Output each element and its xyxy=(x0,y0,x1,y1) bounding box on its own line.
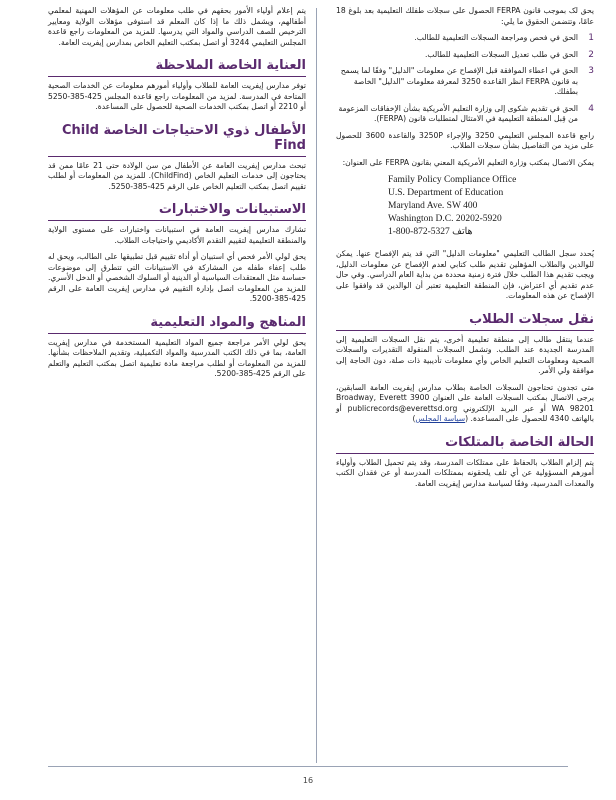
footer-divider xyxy=(48,766,568,767)
rights-list xyxy=(336,33,594,125)
curriculum-paragraph: ﻳﺤﻖ ﻟﻮﻟﻲ ﺍﻷﻣﺮ ﻣﺮﺍﺟﻌﺔ ﺟﻤﻴﻊ ﺍﻟﻤﻮﺍﺩ ﺍﻟﺘﻌﻠﻴﻤﻴﺔ ﺍﻟﻤﺴﺘﺨﺪﻣﺔ ﻓﻲ ﻣﺪﺍﺭﺱ ﺇﻳﻔﺮﻳﺖ ﺍﻟﻌﺎﻣﺔ، ﺑﻤﺎ ﻓﻲ ﺫﻟﻚ ﺍﻟﻜﺘﺐ ﺍﻟﻤﺪﺭﺳﻴﺔ ﻭﺍﻟﻤﻮﺍﺩ ﺍﻟﺘﻜﻤﻴﻠﻴﺔ، ﻭﺗﻘﺪﻳﻢ ﺍﻟﻤﻼﺣﻈﺎﺕ ﺑﺸﺄﻧﻬﺎ. ﻟﻠﻤﺰﻳﺪ ﻣﻦ ﺍﻟﻤﻌﻠﻮﻣﺎﺕ ﺃﻭ ﻟﻄﻠﺐ ﻣﺮﺍﺟﻌﺔ ﻣﺎﺩﺓ ﺗﻌﻠﻴﻤﻴﺔ ﺍﺗﺼﻞ ﺑﻤﻜﺘﺐ ﺍﻟﺘﻌﻠﻴﻢ ﻭﺍﻟﺘﻌﻠﻢ ﻋﻠﻰ ﺍﻟﺮﻗﻢ 425-385-5200. xyxy=(48,337,306,378)
address-line: U.S. Department of Education xyxy=(388,188,504,198)
list-item: 4 ﺍﻟﺤﻖ ﻓﻲ ﺗﻘﺪﻳﻢ ﺷﻜﻮﻯ ﺇﻟﻰ ﻭﺯﺍﺭﺓ ﺍﻟﺘﻌﻠﻴﻢ ﺍﻷﻣﺮﻳﻜﻴﺔ ﺑﺸﺄﻥ ﺍﻹﺧﻔﺎﻗﺎﺕ ﺍﻟﻤﺰﻋﻮﻣﺔ ﻣﻦ ﻗِﺒﻞ ﺍﻟﻤﻨﻄﻘﺔ ﺍﻟﺘﻌﻠﻴﻤﻴﺔ ﻓﻲ ﺍﻻﻣﺘﺜﺎﻝ ﻟﻤﺘﻄﻠﺒﺎﺕ ﻗﺎﻧﻮﻥ (FERPA). xyxy=(338,103,594,123)
list-item: 2 ﺍﻟﺤﻖ ﻓﻲ ﻃﻠﺐ ﺗﻌﺪﻳﻞ ﺍﻟﺴﺠﻼﺕ ﺍﻟﺘﻌﻠﻴﻤﻴﺔ ﻟﻠﻄﺎﻟﺐ. xyxy=(424,49,594,60)
transfer-paragraph-2: ﻣﺘﻰ ﺗﺠﺪﻭﻥ ﺗﺤﺘﺎﺟﻮﻥ ﺍﻟﺴﺠﻼﺕ ﺍﻟﺨﺎﺻﺔ ﺑﻄﻼﺏ ﻣﺪﺍﺭﺱ ﺇﻳﻔﺮﻳﺖ ﺍﻟﻌﺎﻣﺔ ﺍﻟﺴﺎﺑﻘﻴﻦ، ﻳﺮﺟﻰ ﺍﻻﺗﺼﺎﻝ ﺑﻤﻜﺘﺐ ﺍﻟﺴﺠﻼﺕ ﺍﻟﻌﺎﻣﺔ ﻋﻠﻰ ﺍﻟﻌﻨﻮﺍﻥ Broadway, Everett 3900 WA 98201 ﺃﻭ ﻋﺒﺮ ﺍﻟﺒﺮﻳﺪ ﺍﻹﻟﻜﺘﺮﻭﻧﻲ publicrecords@everettsd.org ﺃﻭ ﺑﺎﻟﻬﺎﺗﻒ 4340 ﻟﻠﺤﺼﻮﻝ ﻋﻠﻰ ﺍﻟﻤﺴﺎﻋﺪﺓ. (ﺳﻴﺎﺳﺔ ﺍﻟﻤﺠﻠﺲ) xyxy=(336,382,594,423)
page-number: 16 xyxy=(302,776,314,785)
section-heading-health: ﺍﻟﻌﻨﺎﻳﺔ ﺍﻟﺨﺎﺻﺔ ﺍﻟﻤﻼﺣﻈﺔ xyxy=(48,58,306,77)
records-policy-paragraph: ﺭﺍﺟﻊ ﻗﺎﻋﺪﺓ ﺍﻟﻤﺠﻠﺲ ﺍﻟﺘﻌﻠﻴﻤﻲ 3250 ﻭﺍﻹﺟﺮﺍﺀ 3250P ﻭﺍﻟﻘﺎﻋﺪﺓ 3600 ﻟﻠﺤﺼﻮﻝ ﻋﻠﻰ ﻣﺰﻳﺪ ﻣﻦ ﺍﻟﺘﻔﺎﺻﻴﻞ ﺑﺸﺄﻥ ﺳﺠﻼﺕ ﺍﻟﻄﻼﺏ. xyxy=(336,130,595,150)
section-heading-curriculum: ﺍﻟﻤﻨﺎﻫﺞ ﻭﺍﻟﻤﻮﺍﺩ ﺍﻟﺘﻌﻠﻴﻤﻴﺔ xyxy=(48,315,306,334)
column-divider xyxy=(316,8,317,763)
address-line: Washington D.C. 20202-5920 xyxy=(388,214,502,224)
section-heading-property: ﺍﻟﺤﺎﻟﺔ ﺍﻟﺨﺎﺻﺔ ﺑﺎﻟﻤﺘﻠﻜﺎﺕ xyxy=(336,435,594,454)
list-item: 1 ﺍﻟﺤﻖ ﻓﻲ ﻓﺤﺺ ﻭﻣﺮﺍﺟﻌﺔ ﺍﻟﺴﺠﻼﺕ ﺍﻟﺘﻌﻠﻴﻤﻴﺔ ﻟﻠﻄﺎﻟﺐ. xyxy=(414,33,594,43)
section-heading-surveys: ﺍﻻﺳﺘﺒﻴﺎﻧﺎﺕ ﻭﺍﻻﺧﺘﺒﺎﺭﺍﺕ xyxy=(48,202,306,221)
surveys-paragraph-2: ﻳﺤﻖ ﻟﻮﻟﻲ ﺍﻷﻣﺮ ﻓﺤﺺ ﺃﻱ ﺍﺳﺘﺒﻴﺎﻥ ﺃﻭ ﺃﺩﺍﺓ ﺗﻘﻴﻴﻢ ﻗﺒﻞ ﺗﻄﺒﻴﻘﻬﺎ ﻋﻠﻰ ﺍﻟﻄﺎﻟﺐ، ﻭﻳﺤﻖ ﻟﻪ ﻃﻠﺐ ﺇﻋﻔﺎﺀ ﻃﻔﻠﻪ ﻣﻦ ﺍﻟﻤﺸﺎﺭﻛﺔ ﻓﻲ ﺍﻻﺳﺘﺒﻴﺎﻧﺎﺕ ﺍﻟﺘﻲ ﺗﺘﻄﺮﻕ ﺇﻟﻰ ﻣﻮﺿﻮﻋﺎﺕ ﺣﺴﺎﺳﺔ ﻣﺜﻞ ﺍﻟﻤﻌﺘﻘﺪﺍﺕ ﺍﻟﺴﻴﺎﺳﻴﺔ ﺃﻭ ﺍﻟﺪﻳﻨﻴﺔ ﺃﻭ ﺍﻟﺴﻠﻮﻙ ﺍﻟﺸﺨﺼﻲ ﺃﻭ ﺍﻟﺪﺧﻞ ﺍﻷﺳﺮﻱ. ﻟﻠﻤﺰﻳﺪ ﻣﻦ ﺍﻟﻤﻌﻠﻮﻣﺎﺕ ﺍﺗﺼﻞ ﺑﺈﺩﺍﺭﺓ ﺍﻟﺘﻘﻴﻴﻢ ﻓﻲ ﻣﺪﺍﺭﺱ ﺇﻳﻔﺮﻳﺖ ﺍﻟﻌﺎﻣﺔ ﻋﻠﻰ ﺍﻟﺮﻗﻢ 425-385-5200. xyxy=(48,252,306,303)
address-line: 1-800-872-5327 ﻫﺎﺗﻒ xyxy=(388,227,473,237)
mailing-address xyxy=(388,174,594,239)
teacher-qualifications-paragraph: ﻳﺘﻢ ﺇﻋﻼﻡ ﺃﻭﻟﻴﺎﺀ ﺍﻷﻣﻮﺭ ﺑﺤﻘﻬﻢ ﻓﻲ ﻃﻠﺐ ﻣﻌﻠﻮﻣﺎﺕ ﻋﻦ ﺍﻟﻤﺆﻫﻼﺕ ﺍﻟﻤﻬﻨﻴﺔ ﻟﻤﻌﻠﻤﻲ ﺃﻃﻔﺎﻟﻬﻢ، ﻭﻳﺸﻤﻞ ﺫﻟﻚ ﻣﺎ ﺇﺫﺍ ﻛﺎﻥ ﺍﻟﻤﻌﻠﻢ ﻗﺪ ﺍﺳﺘﻮﻓﻰ ﻣﺆﻫﻼﺕ ﺍﻟﻮﻻﻳﺔ ﻭﻣﻌﺎﻳﻴﺮ ﺍﻟﺘﺮﺧﻴﺺ ﻟﻠﺼﻒ ﺍﻟﺪﺭﺍﺳﻲ ﻭﺍﻟﻤﻮﺍﺩ ﺍﻟﺘﻲ ﻳﺪﺭﺳﻬﺎ. ﻟﻠﻤﺰﻳﺪ ﻣﻦ ﺍﻟﻤﻌﻠﻮﻣﺎﺕ ﺭﺍﺟﻊ ﻗﺎﻋﺪﺓ ﺍﻟﻤﺠﻠﺲ ﺍﻟﺘﻌﻠﻴﻤﻲ 3244 ﺃﻭ ﺍﺗﺼﻞ ﺑﻤﻜﺘﺐ ﺍﻟﺘﻌﻠﻴﻢ ﺍﻟﺨﺎﺹ ﺑﻤﺪﺍﺭﺱ ﺇﻳﻔﺮﻳﺖ ﺍﻟﻌﺎﻣﺔ. xyxy=(48,6,306,47)
address-line: Family Policy Compliance Office xyxy=(388,175,517,185)
transfer-paragraph-1: ﻋﻨﺪﻣﺎ ﻳﻨﺘﻘﻞ ﻃﺎﻟﺐ ﺇﻟﻰ ﻣﻨﻄﻘﺔ ﺗﻌﻠﻴﻤﻴﺔ ﺃﺧﺮﻯ، ﻳﺘﻢ ﻧﻘﻞ ﺍﻟﺴﺠﻼﺕ ﺍﻟﺘﻌﻠﻴﻤﻴﺔ ﺇﻟﻰ ﺍﻟﻤﺪﺭﺳﺔ ﺍﻟﺠﺪﻳﺪﺓ ﻋﻨﺪ ﺍﻟﻄﻠﺐ. ﻭﺗﺸﻤﻞ ﺍﻟﺴﺠﻼﺕ ﺍﻟﻤﻨﻘﻮﻟﺔ ﺍﻟﺘﻘﺪﻳﺮﺍﺕ ﻭﺍﻟﺴﺠﻼﺕ ﺍﻟﺼﺤﻴﺔ ﻭﻣﻌﻠﻮﻣﺎﺕ ﺍﻟﺘﻌﻠﻴﻢ ﺍﻟﺨﺎﺹ ﻭﺃﻱ ﻣﻌﻠﻮﻣﺎﺕ ﺗﺄﺩﻳﺒﻴﺔ ﺫﺍﺕ ﺻﻠﺔ، ﺩﻭﻥ ﺍﻟﺤﺎﺟﺔ ﺇﻟﻰ ﻣﻮﺍﻓﻘﺔ ﻭﻟﻲ ﺍﻷﻣﺮ. xyxy=(336,334,594,375)
section-heading-transfer: ﻧﻘﻞ ﺳﺠﻼﺕ ﺍﻟﻄﻼﺏ xyxy=(336,312,594,331)
list-item: 3 ﺍﻟﺤﻖ ﻓﻲ ﺍﻋﻄﺎﺀ ﺍﻟﻤﻮﺍﻓﻘﺔ ﻗﺒﻞ ﺍﻹﻓﺼﺎﺡ ﻋﻦ ﻣﻌﻠﻮﻣﺎﺕ "ﺍﻟﺪﻟﻴﻞ" ﻭﻓﻘًﺎ ﻟﻤﺎ ﻳﺴﻤﺢ ﺑﻪ ﻗﺎﻧﻮﻥ FERPA ﺍﻧﻈﺮ ﺍﻟﻘﺎﻋﺪﺓ 3250 ﻟﻤﻌﺮﻓﺔ ﻣﻌﻠﻮﻣﺎﺕ "ﺍﻟﺪﻟﻴﻞ" ﺍﻟﺨﺎﺻﺔ ﺑﻄﻔﻠﻚ. xyxy=(340,66,594,96)
board-policy-link[interactable]: ﺳﻴﺎﺳﺔ ﺍﻟﻤﺠﻠﺲ xyxy=(415,414,466,423)
address-line: Maryland Ave. SW 400 xyxy=(388,201,478,211)
health-paragraph: ﺗﻮﻓﺮ ﻣﺪﺍﺭﺱ ﺇﻳﻔﺮﻳﺖ ﺍﻟﻌﺎﻣﺔ ﻟﻠﻄﻼﺏ ﻭﺃﻭﻟﻴﺎﺀ ﺃﻣﻮﺭﻫﻢ ﻣﻌﻠﻮﻣﺎﺕ ﻋﻦ ﺍﻟﺨﺪﻣﺎﺕ ﺍﻟﺼﺤﻴﺔ ﺍﻟﻤﺘﺎﺣﺔ ﻓﻲ ﺍﻟﻤﺪﺭﺳﺔ. ﻟﻤﺰﻳﺪ ﻣﻦ ﺍﻟﻤﻌﻠﻮﻣﺎﺕ ﺭﺍﺟﻊ ﻗﺎﻋﺪﺓ ﺍﻟﻤﺠﻠﺲ 425-385-5250 ﺃﻭ 2210 ﺃﻭ ﺍﺗﺼﻞ ﺑﻤﻜﺘﺐ ﺍﻟﺨﺪﻣﺎﺕ ﺍﻟﺼﺤﻴﺔ ﻟﻠﺤﺼﻮﻝ ﻋﻠﻰ ﺍﻟﻤﺴﺎﻋﺪﺓ. xyxy=(48,81,306,111)
right-column xyxy=(336,6,594,495)
directory-info-paragraph: ﻳُﺤﺪﺩ ﺳﺠﻞ ﺍﻟﻄﺎﻟﺐ ﺍﻟﺘﻌﻠﻴﻤﻲ "ﻣﻌﻠﻮﻣﺎﺕ ﺍﻟﺪﻟﻴﻞ" ﺍﻟﺘﻲ ﻗﺪ ﻳﺘﻢ ﺍﻹﻓﺼﺎﺡ ﻋﻨﻬﺎ. ﻳﻤﻜﻦ ﻟﻠﻮﺍﻟﺪﻳﻦ ﻭﺍﻟﻄﻼﺏ ﺍﻟﻤﺆﻫﻠﻴﻦ ﺗﻘﺪﻳﻢ ﻃﻠﺐ ﻛﺘﺎﺑﻲ ﻟﻌﺪﻡ ﺍﻹﻓﺼﺎﺡ ﻋﻦ ﻣﻌﻠﻮﻣﺎﺕ ﺍﻟﺪﻟﻴﻞ، ﻭﻳﺠﺐ ﺗﻘﺪﻳﻢ ﻫﺬﺍ ﺍﻟﻄﻠﺐ ﺧﻼﻝ ﻓﺘﺮﺓ ﺯﻣﻨﻴﺔ ﻣﺤﺪﺩﺓ ﻣﻦ ﺑﺪﺍﻳﺔ ﺍﻟﻌﺎﻡ ﺍﻟﺪﺭﺍﺳﻲ. ﻭﻓﻲ ﺣﺎﻝ ﻋﺪﻡ ﺗﻘﺪﻳﻢ ﺃﻱ ﺍﻋﺘﺮﺍﺽ، ﻓﺈﻥ ﺍﻟﻤﻨﻄﻘﺔ ﺍﻟﺘﻌﻠﻴﻤﻴﺔ ﺗﻌﺘﺒﺮ ﺃﻥ ﺍﻟﻮﺍﻟﺪﻳﻦ ﻗﺪ ﻭﺍﻓﻘﻮﺍ ﻋﻠﻰ ﺍﻹﻓﺼﺎﺡ ﻋﻦ ﻫﺬﻩ ﺍﻟﻤﻌﻠﻮﻣﺎﺕ. xyxy=(336,249,594,300)
child-find-paragraph: ﺗﺒﺤﺚ ﻣﺪﺍﺭﺱ ﺇﻳﻔﺮﻳﺖ ﺍﻟﻌﺎﻣﺔ ﻋﻦ ﺍﻷﻃﻔﺎﻝ ﻣﻦ ﺳﻦ ﺍﻟﻮﻻﺩﺓ ﺣﺘﻰ 21 ﻋﺎﻣًﺎ ﻣﻤﻦ ﻗﺪ ﻳﺤﺘﺎﺟﻮﻥ ﺇﻟﻰ ﺧﺪﻣﺎﺕ ﺍﻟﺘﻌﻠﻴﻢ ﺍﻟﺨﺎﺹ (ChildFind). ﻟﻠﻤﺰﻳﺪ ﻣﻦ ﺍﻟﻤﻌﻠﻮﻣﺎﺕ ﺃﻭ ﻟﻄﻠﺐ ﺗﻘﻴﻴﻢ ﺍﺗﺼﻞ ﺑﻤﻜﺘﺐ ﺍﻟﺘﻌﻠﻴﻢ ﺍﻟﺨﺎﺹ ﻋﻠﻰ ﺍﻟﺮﻗﻢ 425-385-5250. xyxy=(48,160,306,191)
left-column xyxy=(48,6,306,386)
section-heading-child-find: ﺍﻷﻃﻔﺎﻝ ﺫﻭﻱ ﺍﻻﺣﺘﻴﺎﺟﺎﺕ ﺍﻟﺨﺎﺻﺔ Child Find xyxy=(48,123,306,157)
surveys-paragraph-1: ﺗﺸﺎﺭﻙ ﻣﺪﺍﺭﺱ ﺇﻳﻔﺮﻳﺖ ﺍﻟﻌﺎﻣﺔ ﻓﻲ ﺍﺳﺘﺒﻴﺎﻧﺎﺕ ﻭﺍﺧﺘﺒﺎﺭﺍﺕ ﻋﻠﻰ ﻣﺴﺘﻮﻯ ﺍﻟﻮﻻﻳﺔ ﻭﺍﻟﻤﻨﻄﻘﺔ ﺍﻟﺘﻌﻠﻴﻤﻴﺔ ﻟﺘﻘﻴﻴﻢ ﺍﻟﺘﻘﺪﻡ ﺍﻷﻛﺎﺩﻳﻤﻲ ﻭﺍﺣﺘﻴﺎﺟﺎﺕ ﺍﻟﻄﻼﺏ. xyxy=(48,225,306,245)
intro-paragraph: ﻳﺤﻖ لک ﺑﻤﻮﺟﺐ ﻗﺎﻧﻮﻥ FERPA ﺍﻟﺤﺼﻮﻝ ﻋﻠﻰ ﺳﺠﻼﺕ ﻃﻔﻠﻚ ﺍﻟﺘﻌﻠﻴﻤﻴﺔ ﺑﻌﺪ ﺑﻠﻮﻍ 18 ﻋﺎﻣًﺎ، ﻭﺗﺘﻀﻤﻦ ﺍﻟﺤﻘﻮﻕ ﻣﺎ ﻳﻠﻲ: xyxy=(336,6,595,26)
contact-intro: ﻳﻤﻜﻦ ﺍﻻﺗﺼﺎﻝ ﺑﻤﻜﺘﺐ ﻭﺯﺍﺭﺓ ﺍﻟﺘﻌﻠﻴﻢ ﺍﻷﻣﺮﻳﻜﻴﺔ ﺍﻟﻤﻌﻨﻲ ﺑﻘﺎﻧﻮﻥ FERPA ﻋﻠﻰ ﺍﻟﻌﻨﻮﺍﻥ: xyxy=(342,157,594,167)
property-paragraph: ﻳﺘﻢ ﺇﻟﺰﺍﻡ ﺍﻟﻄﻼﺏ ﺑﺎﻟﺤﻔﺎﻅ ﻋﻠﻰ ﻣﻤﺘﻠﻜﺎﺕ ﺍﻟﻤﺪﺭﺳﺔ، ﻭﻗﺪ ﻳﺘﻢ ﺗﺤﻤﻴﻞ ﺍﻟﻄﻼﺏ ﻭﺃﻭﻟﻴﺎﺀ ﺃﻣﻮﺭﻫﻢ ﺍﻟﻤﺴﺆﻭﻟﻴﺔ ﻋﻦ ﺃﻱ ﺗﻠﻒ ﻳﻠﺤﻘﻮﻧﻪ ﺑﻤﻤﺘﻠﻜﺎﺕ ﺍﻟﻤﺪﺭﺳﺔ ﺃﻭ ﻋﻦ ﻓﻘﺪﺍﻥ ﺍﻟﻜﺘﺐ ﻭﺍﻟﻤﻌﺪﺍﺕ ﺍﻟﻤﺪﺭﺳﻴﺔ، ﻭﻓﻘًﺎ ﻟﺴﻴﺎﺳﺔ ﻣﺪﺍﺭﺱ ﺇﻳﻔﺮﻳﺖ ﺍﻟﻌﺎﻣﺔ. xyxy=(336,457,594,488)
